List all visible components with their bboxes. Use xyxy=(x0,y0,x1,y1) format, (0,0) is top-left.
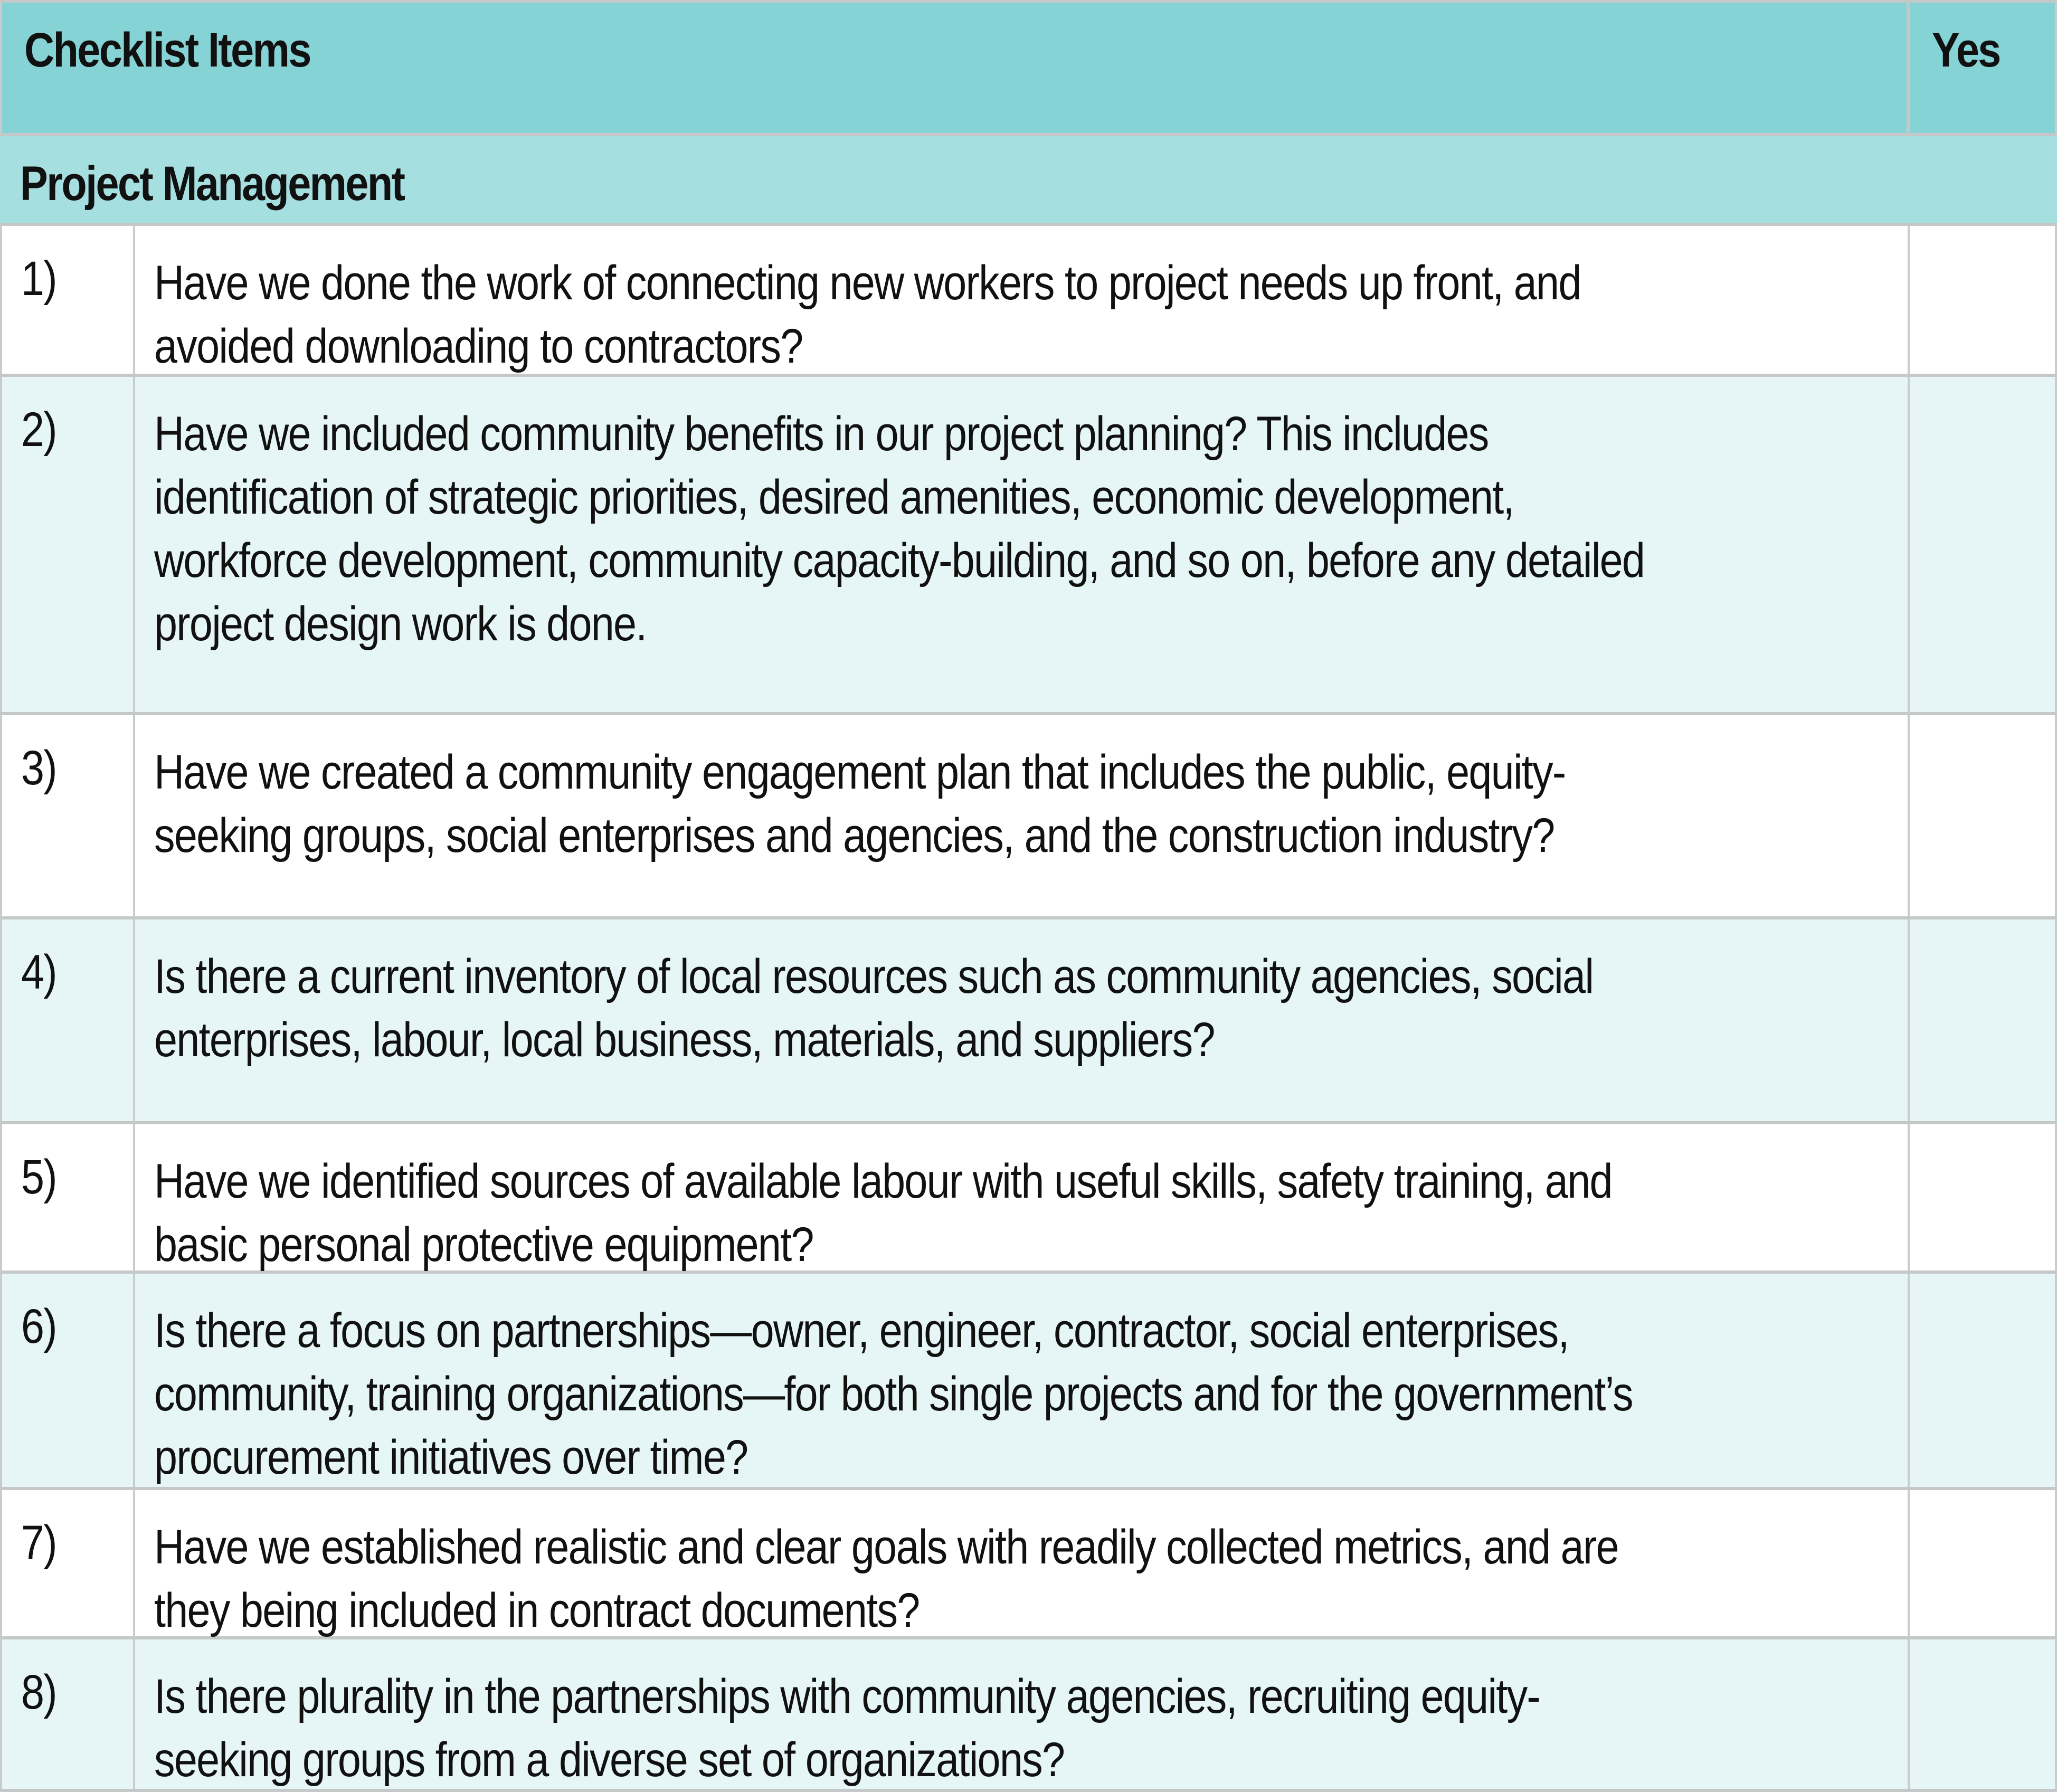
header-yes-label: Yes xyxy=(1932,23,2000,77)
number-cell xyxy=(0,1490,135,1636)
item-text: Have we included community benefits in our project planning? This includes identification of strategic priorities, desired amenities, economic development, workforce development, community capacity-building, and so on, before any detailed project design work is done. xyxy=(154,407,1645,651)
section-row xyxy=(0,136,2057,226)
item-text: Is there a current inventory of local resources such as community agencies, social enterprises, labour, local business, materials, and suppliers? xyxy=(154,950,1594,1067)
header-cell-items xyxy=(0,3,1910,133)
item-text: Have we established realistic and clear goals with readily collected metrics, and are they being included in contract documents? xyxy=(154,1520,1618,1637)
text-cell xyxy=(135,1124,1910,1270)
yes-checkbox-cell[interactable] xyxy=(1910,1274,2057,1487)
text-cell xyxy=(135,1639,1910,1789)
yes-checkbox-cell[interactable] xyxy=(1910,715,2057,916)
table-row xyxy=(0,1124,2057,1274)
header-cell-yes xyxy=(1910,3,2057,133)
text-cell xyxy=(135,1274,1910,1487)
yes-checkbox-cell[interactable] xyxy=(1910,377,2057,712)
table-row xyxy=(0,377,2057,715)
table-row xyxy=(0,919,2057,1124)
text-cell xyxy=(135,226,1910,374)
item-number: 8) xyxy=(21,1665,56,1719)
yes-checkbox-cell[interactable] xyxy=(1910,226,2057,374)
text-cell xyxy=(135,919,1910,1121)
item-text: Is there plurality in the partnerships with community agencies, recruiting equity- seeking groups from a diverse set of organizations? xyxy=(154,1670,1540,1787)
item-text: Have we done the work of connecting new workers to project needs up front, and avoided downloading to contractors? xyxy=(154,256,1581,373)
number-cell xyxy=(0,715,135,916)
header-items-label: Checklist Items xyxy=(24,23,310,77)
item-number: 5) xyxy=(21,1150,56,1204)
item-text: Have we created a community engagement plan that includes the public, equity- seeking groups, social enterprises and agencies, and the construction industry? xyxy=(154,745,1566,862)
table-row xyxy=(0,1639,2057,1792)
item-number: 2) xyxy=(21,403,56,457)
item-text: Have we identified sources of available labour with useful skills, safety training, and basic personal protective equipment? xyxy=(154,1154,1612,1272)
text-cell xyxy=(135,377,1910,712)
section-title: Project Management xyxy=(20,157,404,211)
number-cell xyxy=(0,1639,135,1789)
text-cell xyxy=(135,715,1910,916)
item-number: 4) xyxy=(21,945,56,999)
item-number: 6) xyxy=(21,1300,56,1353)
number-cell xyxy=(0,1274,135,1487)
yes-checkbox-cell[interactable] xyxy=(1910,919,2057,1121)
number-cell xyxy=(0,377,135,712)
yes-checkbox-cell[interactable] xyxy=(1910,1124,2057,1270)
number-cell xyxy=(0,919,135,1121)
number-cell xyxy=(0,226,135,374)
text-cell xyxy=(135,1490,1910,1636)
item-number: 7) xyxy=(21,1516,56,1570)
yes-checkbox-cell[interactable] xyxy=(1910,1490,2057,1636)
item-number: 1) xyxy=(21,252,56,306)
number-cell xyxy=(0,1124,135,1270)
yes-checkbox-cell[interactable] xyxy=(1910,1639,2057,1789)
item-text: Is there a focus on partnerships—owner, engineer, contractor, social enterprises, community, training organizations—for both single projects and for the government’s procurement initiatives over time? xyxy=(154,1304,1633,1484)
table-header-row xyxy=(0,0,2057,136)
table-row xyxy=(0,1490,2057,1639)
item-number: 3) xyxy=(21,741,56,795)
table-row xyxy=(0,715,2057,919)
table-row xyxy=(0,1274,2057,1490)
table-row xyxy=(0,226,2057,377)
